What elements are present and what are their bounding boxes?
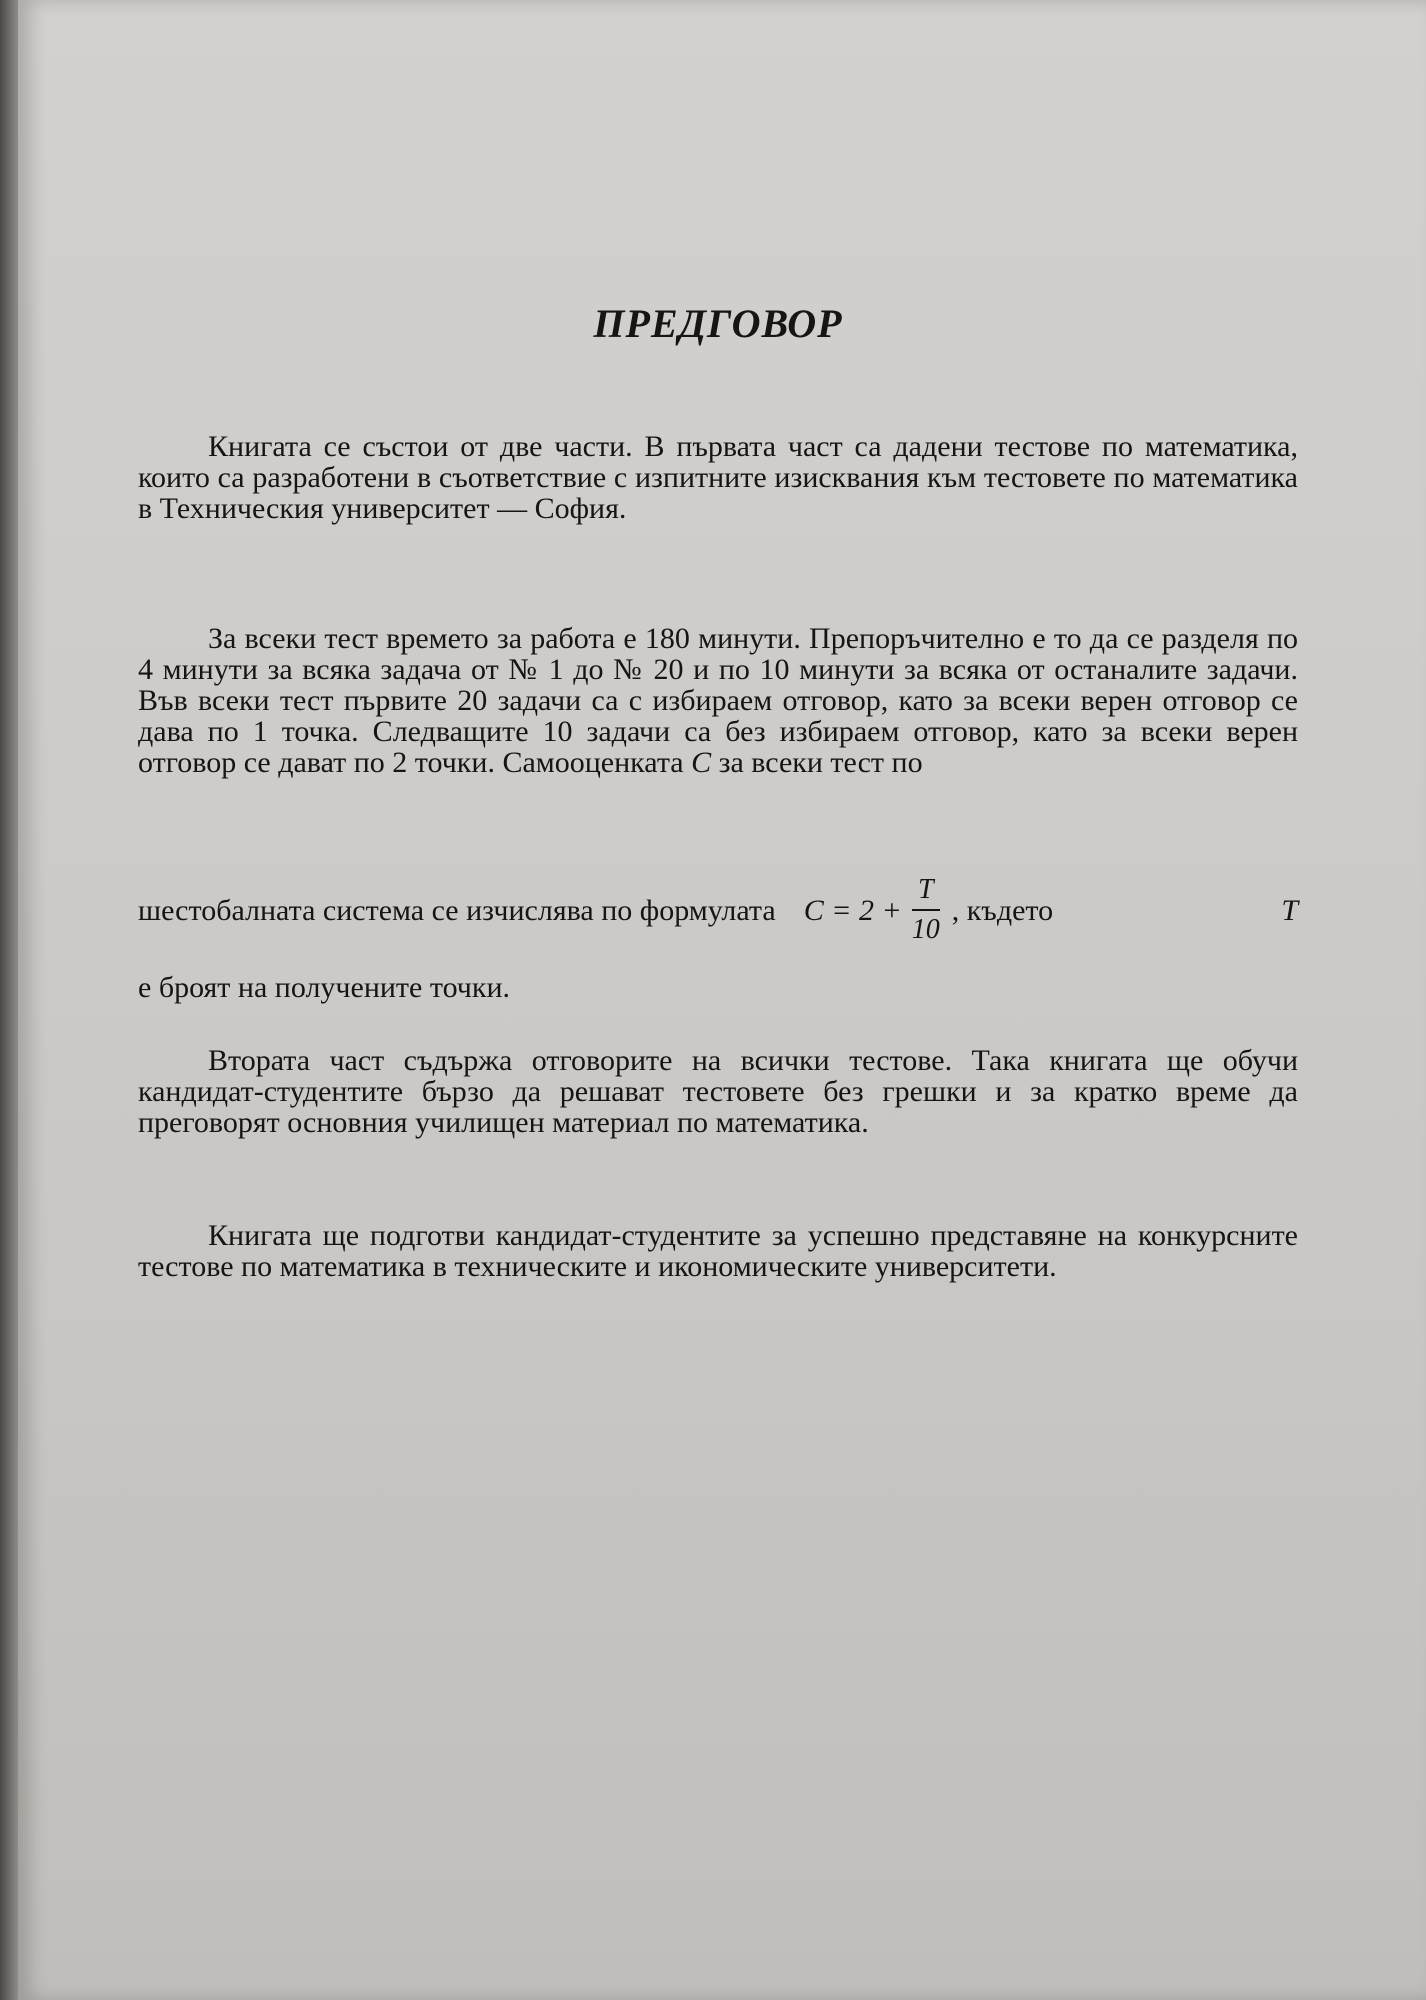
- book-page: [18, 0, 1426, 2000]
- paragraph-test-rules-tail: за всеки тест по: [718, 746, 923, 779]
- fraction-numerator: T: [912, 875, 940, 911]
- paragraph-test-rules: [138, 623, 1298, 778]
- variable-t: T: [1281, 893, 1298, 927]
- paragraph-intro: Книгата се състои от две части. В първата част са дадени тестове по математика, които са разработени в съответствие с изпитните изисквания към тестовете по математика в Техническия университет — София.: [138, 430, 1298, 525]
- page-title: ПРЕДГОВОР: [593, 301, 843, 346]
- paragraph-answers: Втората част съдържа отговорите на всички тестове. Така книгата ще обучи кандидат-студентите бързо да решават тестовете без грешки и за кратко време да преговорят основния училищен материал по математика.: [138, 1044, 1298, 1139]
- grade-formula: [804, 875, 950, 945]
- fraction-denominator: 10: [911, 914, 940, 945]
- formula-line: [138, 875, 1298, 945]
- formula-fraction: [906, 875, 946, 945]
- formula-lead-text: шестобалната система се изчислява по формулата: [138, 893, 776, 927]
- formula-trail: [952, 895, 1298, 926]
- formula-explanation: е броят на получените точки.: [138, 971, 511, 1004]
- formula-lhs: C = 2 +: [803, 893, 902, 927]
- paragraph-test-rules-text: За всеки тест времето за работа е 180 минути. Препоръчително е то да се разделя по 4 минути за всяка задача от № 1 до № 20 и по 10 минути за всяка от останалите задачи. Във всеки тест първите 20 задачи са с избираем отговор, като за всеки верен отговор се дава по 1 точка. Следващите 10 задачи са без избираем отговор, като за всеки верен отговор се дават по 2 точки. Самооценката: [138, 622, 1298, 779]
- variable-c: C: [691, 746, 712, 779]
- formula-after-text: , където: [951, 893, 1054, 927]
- paragraph-conclusion: Книгата ще подготви кандидат-студентите за успешно представяне на конкурсните тестове по математика в техническите и икономическите университети.: [138, 1219, 1298, 1283]
